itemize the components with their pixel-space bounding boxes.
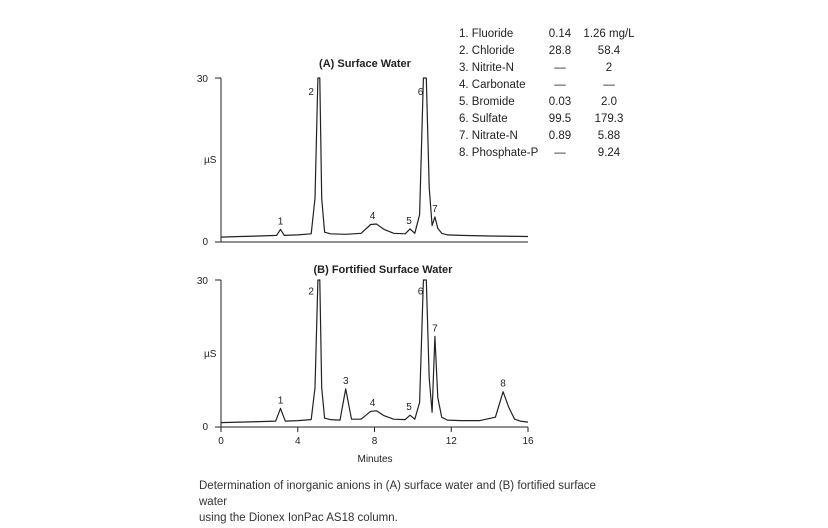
peak-label-2: 2 xyxy=(308,286,314,298)
panel-b-fortified-surface-water xyxy=(197,264,534,465)
table-cell-name: 7. Nitrate-N xyxy=(459,130,518,142)
table-cell-a: — xyxy=(554,79,566,91)
table-cell-name: 6. Sulfate xyxy=(459,113,508,125)
peak-label-2: 2 xyxy=(308,86,314,98)
peak-label-5: 5 xyxy=(406,215,412,227)
table-cell-name: 2. Chloride xyxy=(459,45,515,57)
panel-b-xlabel: Minutes xyxy=(357,454,393,465)
x-tick-label-0: 0 xyxy=(218,436,224,447)
table-cell-a: 28.8 xyxy=(548,45,572,57)
table-cell-a: 0.03 xyxy=(548,96,572,108)
table-cell-b: 2.0 xyxy=(601,96,617,108)
panel-b-ytick-0: 0 xyxy=(202,422,208,433)
table-cell-b: 2 xyxy=(605,62,613,74)
table-cell-a: — xyxy=(554,62,566,74)
peak-label-1: 1 xyxy=(277,395,284,407)
panel-a-ytick-30: 30 xyxy=(196,74,208,85)
panel-a-ytick-0: 0 xyxy=(202,237,208,248)
table-cell-b: 9.24 xyxy=(597,147,621,159)
peak-label-7: 7 xyxy=(432,323,438,335)
table-cell-b: 58.4 xyxy=(597,45,621,57)
table-cell-b: 179.3 xyxy=(594,113,624,125)
peak-label-6: 6 xyxy=(417,286,424,298)
table-cell-a: — xyxy=(554,147,566,159)
panel-b-ytick-30: 30 xyxy=(196,276,208,287)
panel-a-peak-labels xyxy=(278,87,438,228)
panel-a-ylabel: µS xyxy=(204,155,217,166)
x-tick-label-8: 8 xyxy=(371,436,378,447)
peak-label-3: 3 xyxy=(342,375,349,387)
table-cell-b: 5.88 xyxy=(597,130,621,142)
peak-label-4: 4 xyxy=(369,210,376,222)
panel-b-ylabel: µS xyxy=(204,349,217,360)
table-cell-name: 8. Phosphate-P xyxy=(459,147,539,159)
table-cell-b: 1.26 mg/L xyxy=(583,28,635,40)
panel-b-peak-labels xyxy=(278,287,507,414)
x-tick-label-4: 4 xyxy=(294,436,301,447)
x-tick-label-16: 16 xyxy=(522,436,534,447)
peak-label-4: 4 xyxy=(369,397,376,409)
peak-label-8: 8 xyxy=(500,378,506,390)
figure-caption xyxy=(199,478,619,526)
panel-b-x-ticks xyxy=(218,427,534,447)
table-cell-a: 99.5 xyxy=(548,113,572,125)
analyte-table xyxy=(459,28,635,159)
caption-line-1: Determination of inorganic anions in (A) surface water and (B) fortified surface water xyxy=(199,480,596,508)
table-cell-a: 0.89 xyxy=(548,130,572,142)
x-tick-label-12: 12 xyxy=(445,436,457,447)
table-cell-name: 4. Carbonate xyxy=(459,79,526,91)
caption-line-2: using the Dionex IonPac AS18 column. xyxy=(199,512,398,524)
table-cell-name: 3. Nitrite-N xyxy=(459,62,514,74)
panel-b-title: (B) Fortified Surface Water xyxy=(313,264,453,276)
peak-label-6: 6 xyxy=(417,86,424,98)
table-cell-a: 0.14 xyxy=(548,28,572,40)
peak-label-7: 7 xyxy=(432,203,438,215)
peak-label-5: 5 xyxy=(406,402,412,414)
table-cell-name: 1. Fluoride xyxy=(459,28,514,40)
panel-a-title: (A) Surface Water xyxy=(319,58,411,70)
table-cell-b: — xyxy=(603,79,615,91)
peak-label-1: 1 xyxy=(277,216,284,228)
table-cell-name: 5. Bromide xyxy=(459,96,515,108)
